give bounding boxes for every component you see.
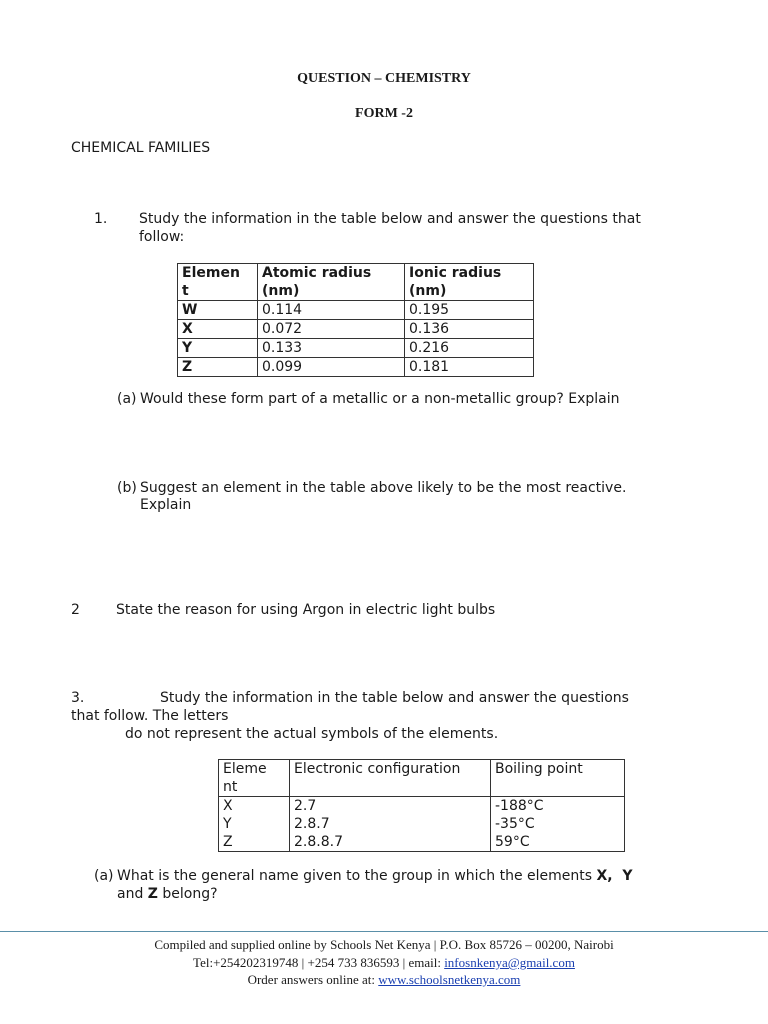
header-cell-element: Eleme nt	[219, 760, 290, 797]
table-cell: 0.181	[405, 358, 534, 377]
footer-line3: Order answers online at: www.schoolsnetkenya.com	[247, 972, 521, 987]
table-cell: 0.133	[258, 339, 405, 358]
q1-table	[177, 263, 534, 377]
q1b-text-line2: Explain	[140, 497, 192, 513]
table-cell: 59°C	[491, 833, 625, 852]
q1a-text: Would these form part of a metallic or a non-metallic group? Explain	[140, 391, 620, 407]
table-cell: Y	[178, 339, 258, 358]
table-cell: 0.099	[258, 358, 405, 377]
q3-text-line3: do not represent the actual symbols of the elements.	[125, 726, 499, 742]
q3-number: 3.	[71, 690, 85, 706]
table-row	[219, 797, 625, 816]
table-row	[219, 833, 625, 852]
table-row	[178, 301, 534, 320]
table-cell: Z	[178, 358, 258, 377]
q3a-label: (a)	[94, 868, 114, 884]
q1b-text-line1: Suggest an element in the table above likely to be the most reactive.	[140, 480, 627, 496]
q1a-label: (a)	[117, 391, 137, 407]
form-label: FORM -2	[355, 106, 413, 121]
table-row	[219, 815, 625, 833]
q1-text-line2: follow:	[139, 229, 185, 245]
table-cell: X	[178, 320, 258, 339]
q1-text-line1: Study the information in the table below and answer the questions that	[139, 211, 641, 227]
document-title: QUESTION – CHEMISTRY	[297, 71, 471, 86]
table-cell: W	[178, 301, 258, 320]
table-cell: X	[219, 797, 290, 816]
header-cell-ionic-radius: Ionic radius (nm)	[405, 264, 534, 301]
table-cell: 0.216	[405, 339, 534, 358]
table-cell: Y	[219, 815, 290, 833]
q1b-label: (b)	[117, 480, 137, 496]
q2-number: 2	[71, 602, 80, 618]
q3-text-line1: Study the information in the table below and answer the questions	[160, 690, 629, 706]
table-cell: 0.136	[405, 320, 534, 339]
q2-text: State the reason for using Argon in electric light bulbs	[116, 602, 496, 618]
table-header-row	[178, 264, 534, 301]
table-cell: 0.195	[405, 301, 534, 320]
table-cell: -35°C	[491, 815, 625, 833]
table-cell: 2.8.8.7	[290, 833, 491, 852]
website-link[interactable]: www.schoolsnetkenya.com	[378, 972, 521, 987]
header-cell-atomic-radius: Atomic radius (nm)	[258, 264, 405, 301]
table-cell: Z	[219, 833, 290, 852]
email-link[interactable]: infosnkenya@gmail.com	[444, 955, 575, 970]
q1-number: 1.	[94, 211, 108, 227]
table-cell: 0.114	[258, 301, 405, 320]
q3-text-line2: that follow. The letters	[71, 708, 229, 724]
q3-table	[218, 759, 625, 852]
section-title: CHEMICAL FAMILIES	[71, 140, 211, 156]
q3a-text-line2: and Z belong?	[117, 886, 218, 902]
table-cell: 2.8.7	[290, 815, 491, 833]
table-row	[178, 358, 534, 377]
header-cell-element: Elemen t	[178, 264, 258, 301]
header-cell-electronic-configuration: Electronic configuration	[290, 760, 491, 797]
footer-line1: Compiled and supplied online by Schools Net Kenya | P.O. Box 85726 – 00200, Nairobi	[154, 937, 614, 952]
header-cell-boiling-point: Boiling point	[491, 760, 625, 797]
table-row	[178, 339, 534, 358]
table-header-row	[219, 760, 625, 797]
table-cell: 0.072	[258, 320, 405, 339]
footer-line2: Tel:+254202319748 | +254 733 836593 | email: infosnkenya@gmail.com	[193, 955, 575, 970]
q3a-bold-elements: X, Y	[596, 868, 633, 884]
footer-divider	[0, 931, 768, 932]
table-row	[178, 320, 534, 339]
table-cell: 2.7	[290, 797, 491, 816]
table-cell: -188°C	[491, 797, 625, 816]
q3a-text-line1: What is the general name given to the group in which the elements X, Y	[117, 868, 633, 884]
